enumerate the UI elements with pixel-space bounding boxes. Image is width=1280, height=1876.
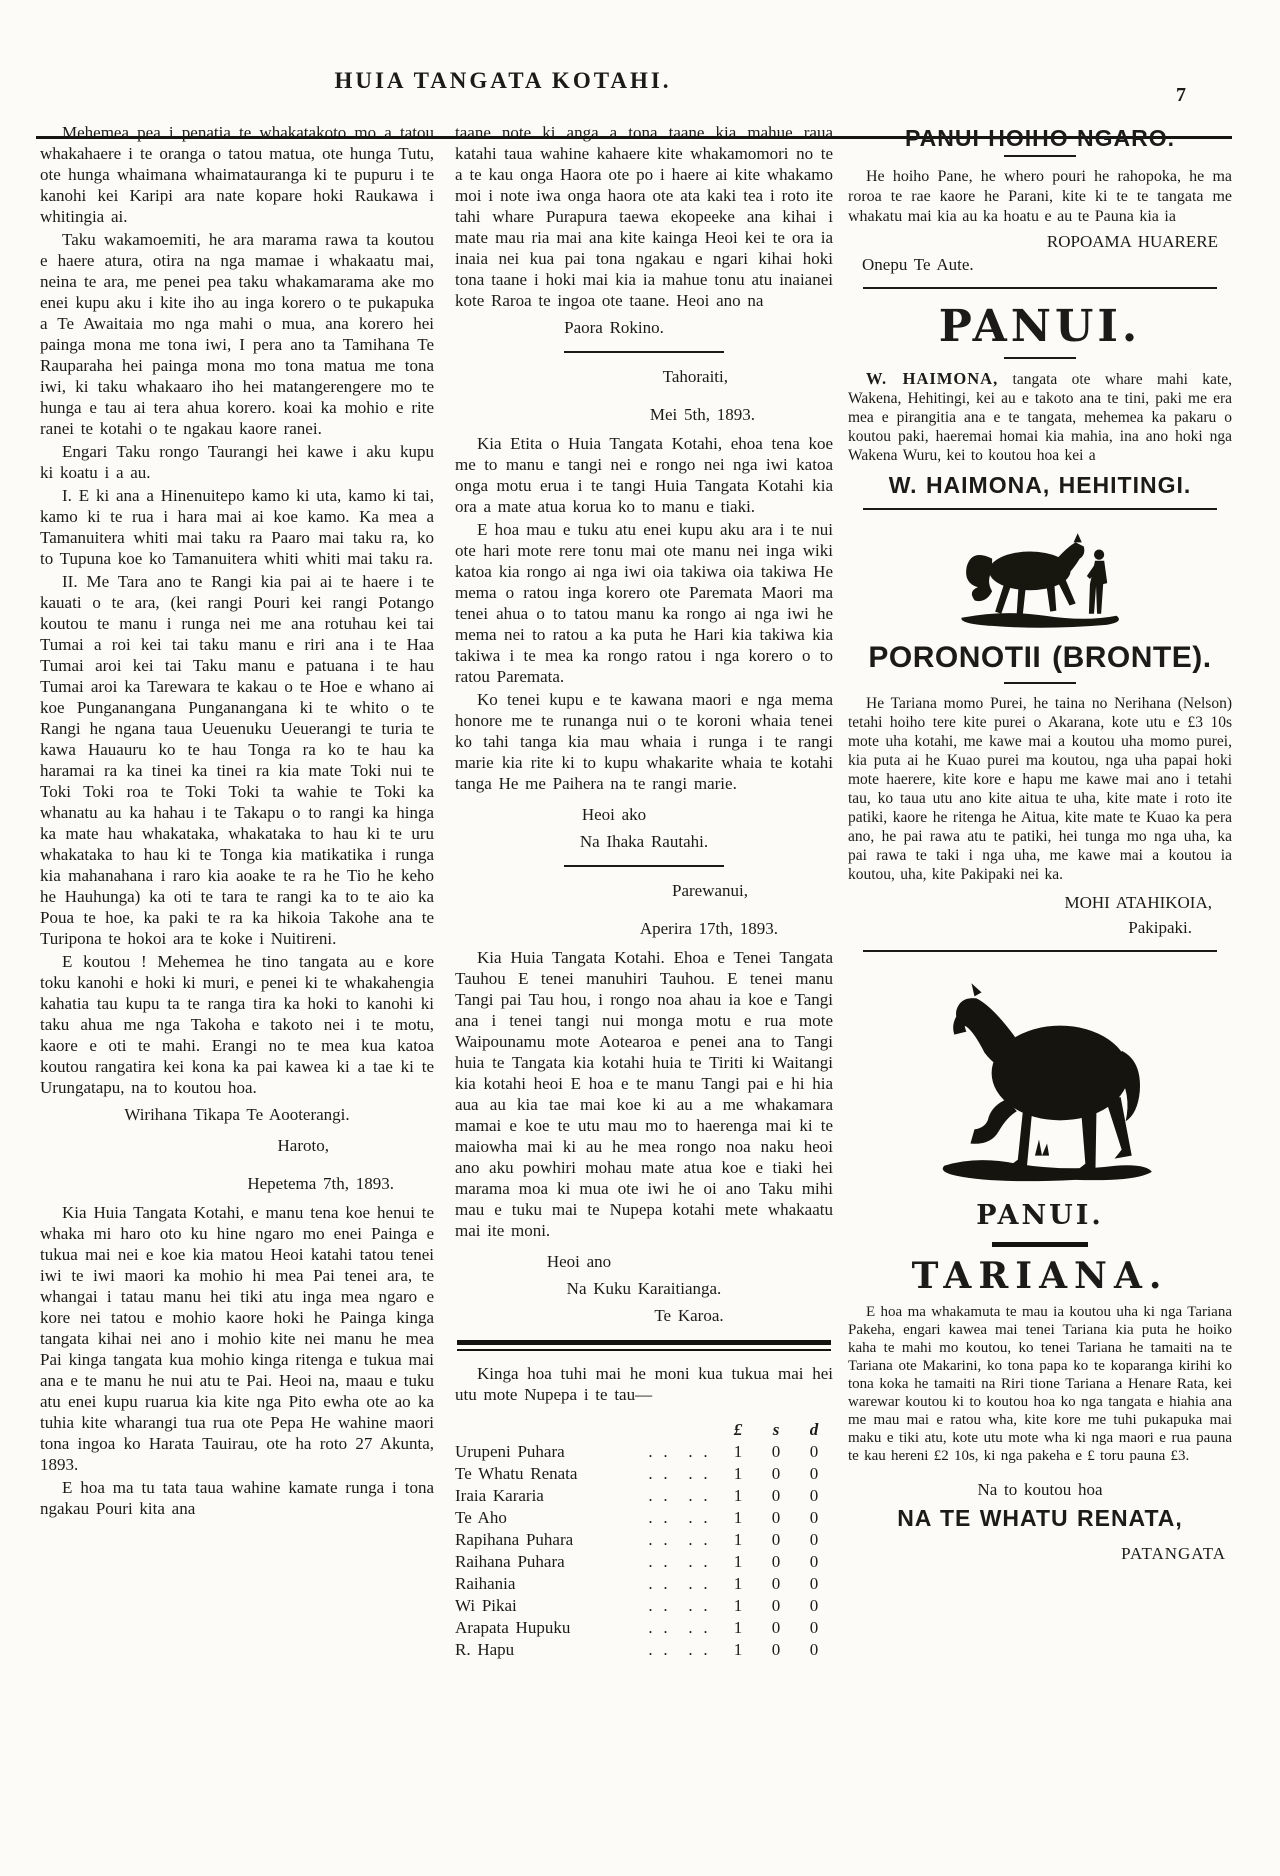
subscriber-name: Urupeni Puhara — [455, 1442, 565, 1461]
section-rule — [564, 865, 724, 867]
subscriber-name: Te Aho — [455, 1508, 507, 1527]
dot-leader: . . — [648, 1442, 670, 1461]
amount-pence: 0 — [809, 1508, 819, 1527]
subscription-row — [455, 1617, 833, 1639]
column-header-pence: d — [809, 1420, 819, 1439]
dot-leader: . . — [688, 1574, 710, 1593]
amount-shillings: 0 — [771, 1596, 781, 1615]
subscriber-name: Arapata Hupuku — [455, 1618, 571, 1637]
subscriber-name: Raihania — [455, 1574, 516, 1593]
article-paragraph: Engari Taku rongo Taurangi hei kawe i aku kupu ki koatu i a au. — [40, 442, 434, 482]
amount-pounds: 1 — [733, 1574, 743, 1593]
heading-rule-thick — [992, 1242, 1088, 1247]
section-rule — [863, 508, 1216, 510]
ad-lead-name: W. HAIMONA, — [866, 369, 999, 388]
amount-shillings: 0 — [771, 1574, 781, 1593]
subscription-row — [455, 1507, 833, 1529]
column-1 — [40, 122, 434, 1852]
amount-pounds: 1 — [733, 1486, 743, 1505]
amount-pence: 0 — [809, 1442, 819, 1461]
ad-body — [848, 369, 1232, 465]
heading-rule — [1004, 357, 1076, 359]
subscription-table-header — [455, 1419, 833, 1441]
amount-pounds: 1 — [733, 1618, 743, 1637]
amount-pence: 0 — [809, 1596, 819, 1615]
amount-pence: 0 — [809, 1618, 819, 1637]
subscription-row — [455, 1485, 833, 1507]
letter-closing: Heoi ano — [546, 1252, 612, 1271]
dot-leader: . . — [688, 1508, 710, 1527]
letter-dateline-date: Aperira 17th, 1893. — [639, 919, 778, 938]
ad-signature-te-whatu-renata: NA TE WHATU RENATA, — [897, 1505, 1183, 1531]
dot-leader: . . — [648, 1618, 670, 1637]
dot-leader: . . — [688, 1530, 710, 1549]
subscription-row — [455, 1573, 833, 1595]
ad-body: He hoiho Pane, he whero pouri he rahopoka, he ma roroa te rae kaore he Parani, kite ki te te tangata me whakatu mai kia au ka hoatu e au te Pauna kia ia — [848, 168, 1232, 225]
article-paragraph: E koutou ! Mehemea he tino tangata au e kore toku kanohi e hoki ki muri, e penei ki te whakahengia kahatia tau kupu ta te ranga tira ka hoki to kanohi ki taku ahua me nga Takoha e takoto nei i te motu, kaore e oti te mahi. Erangi no te mea kua katoa koutou rangatira kei kona ka pai kawea ki a tae ki te Urungatapu, na to koutou hoa. — [40, 952, 434, 1097]
ad-heading-poronotii: PORONOTII (BRONTE). — [868, 641, 1212, 674]
letter-dateline-place: Tahoraiti, — [662, 367, 728, 386]
subscription-row — [455, 1551, 833, 1573]
ad-closing: Na to koutou hoa — [977, 1480, 1103, 1499]
dot-leader: . . — [648, 1596, 670, 1615]
column-header-pounds: £ — [733, 1420, 743, 1439]
heading-rule — [1004, 682, 1076, 684]
amount-pence: 0 — [809, 1486, 819, 1505]
letter-dateline-date: Mei 5th, 1893. — [649, 405, 755, 424]
section-rule — [863, 950, 1216, 952]
amount-pounds: 1 — [733, 1596, 743, 1615]
amount-pounds: 1 — [733, 1464, 743, 1483]
ad-place-patangata: PATANGATA — [1121, 1544, 1226, 1563]
amount-shillings: 0 — [771, 1442, 781, 1461]
letter-paragraph: Kia Huia Tangata Kotahi. Ehoa e Tenei Tangata Tauhou E tenei manuhiri Tauhou. E tenei manu Tangi pai Tau hou, i rongo noa ahau ia koe e Tangi ana i tenei tangi nui monga motu e rua mote Waipounamu mote Aotearoa e penei ana to Tangi huia te Tangata kia kotahi huia te Tiriti ki Waitangi kia kotahi heoi E hoa e te manu Tangi pai e hi hia aua au kia tae mai koe ki au a me whakamara mamai e koe te utu mau mo to haerenga mai ki te maiowha mai ki au he mea rongo noa naku heoi ano aku powhiri mohau mate atua koe e tiaki hei marama moa ki mua ote iwi he oi ano Taku mihi mau e tuku mai te Nupepa kotahi mete whakaatu mai ite moni. — [455, 948, 833, 1240]
page-number: 7 — [1176, 84, 1186, 106]
dot-leader: . . — [648, 1552, 670, 1571]
letter-signature: Te Karoa. — [654, 1306, 724, 1325]
amount-pounds: 1 — [733, 1552, 743, 1571]
amount-pounds: 1 — [733, 1530, 743, 1549]
dot-leader: . . — [688, 1464, 710, 1483]
subscriber-name: Raihana Puhara — [455, 1552, 565, 1571]
amount-pounds: 1 — [733, 1508, 743, 1527]
letter-paragraph: E hoa mau e tuku atu enei kupu aku ara i te nui ote hari mote rere tonu mai ote manu nei inga wiki katoa kia rongo ai nga iwi oia takiwa oia takiwa He mema o ratou inga korero ote Paremata Maori ma tenei ahua o to tatou manu ka rongo ai nga iwi he mema nei to ratou a ka puta he Hari kia takiwa kia takiwa i te mea ka rongo ratou i nga korero o to ratou Paremata. — [455, 520, 833, 686]
section-rule — [863, 287, 1216, 289]
subscription-row — [455, 1441, 833, 1463]
amount-shillings: 0 — [771, 1508, 781, 1527]
ad-place: Pakipaki. — [1128, 918, 1192, 937]
column-header-shillings: s — [772, 1420, 780, 1439]
column-3-advertisements — [848, 122, 1232, 1852]
letter-signature: Na Ihaka Rautahi. — [579, 832, 709, 851]
dot-leader: . . — [688, 1552, 710, 1571]
ad-signature: MOHI ATAHIKOIA, — [1064, 893, 1212, 912]
dot-leader: . . — [688, 1486, 710, 1505]
column-2 — [455, 122, 833, 1852]
letter-paragraph: Ko tenei kupu e te kawana maori e nga mema honore me te runanga nui o te koroni whaia tenei ko tahi tanga kia mau whaia i runga i te rangi marie kia rite ki to kupu whakarite whaia te kotahi tanga He me Paihera na te rangi marie. — [455, 690, 833, 793]
amount-shillings: 0 — [771, 1486, 781, 1505]
letter-signature: Paora Rokino. — [564, 318, 664, 337]
subscriber-name: Rapihana Puhara — [455, 1530, 574, 1549]
article-paragraph: Mehemea pea i penatia te whakatakoto mo a tatou whakahaere i te oranga o tatou matua, ote hunga Tutu, ote hunga whaimana whaimatauranga ki te pupuru i te kanohi kei Karipi ara nate kopare hoki Raukawa i whitingia ai. — [40, 123, 434, 226]
letter-signature: Wirihana Tikapa Te Aooterangi. — [124, 1105, 350, 1124]
ad-place: Onepu Te Aute. — [862, 255, 974, 274]
ad-footer-haimona-hehitingi: W. HAIMONA, HEHITINGI. — [888, 472, 1192, 498]
ad-haimona — [848, 303, 1232, 496]
dot-leader: . . — [688, 1618, 710, 1637]
amount-shillings: 0 — [771, 1618, 781, 1637]
ad-body-text: tangata ote whare mahi kate, Wakena, Hehitingi, kei au e takoto ana te tini, paki me era mea e pirangitia ana e te tangata, mehemea ka pakaru o koutou paki, haeremai homai kia mahia, ina ano hoki nga Wakena Wuru, kei to koutou hoa kei a — [848, 371, 1232, 464]
ad-heading-tariana: TARIANA. — [911, 1255, 1169, 1297]
horse-with-groom-illustration — [933, 522, 1147, 630]
ad-lost-horse — [848, 125, 1232, 275]
subscription-row — [455, 1463, 833, 1485]
letter-signature: Na Kuku Karaitianga. — [566, 1279, 722, 1298]
article-paragraph: II. Me Tara ano te Rangi kia pai ai te haere i te kauati o te ara, (kei rangi Pouri kei rangi Potango koutou te manu i runga nei me ana rotuhau kei tai Tumai a roi kei tai taku manu e riri ana i te Haa Tumai aroi kei tai Taku manu e patuana i te hau Tumai aroi ka Tarewara te kakau o te Hoe e whano ai koe Punganangana Punganangana ki te whito o te Rangi he ngana taua Ueuenuku Ueuerangi te turia te kawa Hauauru ko te hau Tonga ra ko te hau ka haramai ra ka tinei ka tinei ra kia mate Toki nui te Toki Toki roa te Toki Toki ta wahie te Toki ka whanatu au ka hahau i te Takapu o to rangi ka hinga ka mate hau whakataka, whakataka to hau ki te uru whakataka to hau ki te Tonga kia matikatika i runga kia mahanahana i raro kia aoake te ra he Tio he keho he Hauhunga) ka oti te tara te rangi ka to te aio ka Poua te hoe, ka paki te ra ka hikoia Takohe ana te Turipona te hokoi ara te koke i Nuitireni. — [40, 572, 434, 948]
article-paragraph: I. E ki ana a Hinenuitepo kamo ki uta, kamo ki tai, kamo ki te rua i hara mai ai koe kamo. Ka mea a Tamanuitera whiti mai taku ra Paaro mai taku ra, ko to Tupuna koe ko Tamanuitera whiti whiti mai taku ra. — [40, 486, 434, 568]
section-rule — [564, 351, 724, 353]
dot-leader: . . — [648, 1508, 670, 1527]
subscriber-name: Iraia Kararia — [455, 1486, 544, 1505]
amount-shillings: 0 — [771, 1640, 781, 1659]
draft-horse-illustration — [914, 964, 1166, 1190]
subscription-row — [455, 1529, 833, 1551]
article-paragraph: Taku wakamoemiti, he ara marama rawa ta koutou e haere atura, otira na nga mamae i whakaatu mai, neina te ara, me penei pea taku whakamarama ake mo enei kupu aku i kite iho au inga korero o te pukapuka a Te Awaitaia mo nga mahi o mua, ana korero hei painga mona me tona iwi, I pera ano ta Tamihana Te Rauparaha hei painga mona mo tona matua me tona iwi, ki taku whakaaro iho hei matangerengere mo te hunga e tau ai tera ahua korero. koai ka mohio e rite ranei te kotahi o te ngakau kaore ranei. — [40, 230, 434, 438]
dot-leader: . . — [648, 1640, 670, 1659]
amount-shillings: 0 — [771, 1464, 781, 1483]
subscription-intro: Kinga hoa tuhi mai he moni kua tukua mai hei utu mote Nupepa i te tau— — [455, 1364, 833, 1404]
double-rule — [457, 1340, 831, 1351]
amount-pence: 0 — [809, 1574, 819, 1593]
amount-pounds: 1 — [733, 1442, 743, 1461]
heading-rule — [1004, 155, 1076, 157]
subscriber-name: Wi Pikai — [455, 1596, 517, 1615]
ad-body: E hoa ma whakamuta te mau ia koutou uha ki nga Tariana Pakeha, engari kawea mai tenei Tariana kia puta he hoiko kaha te mahi mo koutou, ko tenei Tariana he tamaiti na te Tariana ote Makarini, ko tona papa ko te koparanga kirihi ko tona koka he tamaiti na Riri tione Tariana a Henare Rata, kei warewar koutou ki to koutou hoa ko nga tangata e hiahia ana me mau mai e ratou wha, kite kore me tuhi pukapuka mai maku e tiki atu, kote utu mote wha ki nga maori e rua pauna te kau hereni £2 10s, ki nga pakeha e £ toru pauna £3. — [848, 1304, 1232, 1464]
dot-leader: . . — [648, 1574, 670, 1593]
ad-heading-panui: PANUI. — [938, 301, 1142, 352]
ad-tariana — [848, 964, 1232, 1564]
ad-body: He Tariana momo Purei, he taina no Nerihana (Nelson) tetahi hoiho tere kite purei o Akarana, kote utu e £3 10s mote uha kotahi, me kawe mai a koutou uha momo purei, kia puta ai he Kuao purei ma koutou, nga uha papai hoki mote haerere, kite kore e hapu me kawe mai ano i tetahi tau, ko taua utu ano kite aitua te uha, kite mate i roto ite patiki, kaore he ritenga he Aitua, kite mate te Kuao ka pera ano, he pai rawa atu te patiki, hei tunga mo nga uha, ka pai rawa te taki i nga uha, me kawe mai a koutou ia koutou, uha, kite Pakipaki nei ka. — [848, 695, 1232, 883]
subscription-table — [455, 1419, 833, 1661]
amount-pence: 0 — [809, 1530, 819, 1549]
dot-leader: . . — [648, 1530, 670, 1549]
letter-dateline-place: Haroto, — [277, 1136, 329, 1155]
letter-dateline-date: Hepetema 7th, 1893. — [247, 1174, 394, 1193]
subscriber-name: Te Whatu Renata — [455, 1464, 578, 1483]
amount-shillings: 0 — [771, 1530, 781, 1549]
dot-leader: . . — [688, 1442, 710, 1461]
ad-poronotii-bronte — [848, 522, 1232, 938]
dot-leader: . . — [688, 1640, 710, 1659]
article-paragraph: Kia Huia Tangata Kotahi, e manu tena koe henui te whaka mi haro oto ku hine ngaro mo enei Painga e tukua mai nei e koe kia matou Heoi katahi tatou tenei iwi te iwi maori ka mohio hi mea Pai tenei ara, te whangai i tatau manu hei tiki atu inga mea ngaro e kore nei tatou e mohio kaore hoki he Painga kinga tangata kihai nei ano i mohio kite nei manu he mea Pai kinga tangata kua mohio kinga ritenga e tukua mai ana e te manu he nui atu te Pai. Heoi na, maau e tuku atu enei kupu ruarua kia kite nga Pito ewha ote ao ka tuhia kite wharangi tua rua ote Pepa He wahine maori tona ingoa ko Harata Tauirau, ote ha roto 27 Akunta, 1893. — [40, 1203, 434, 1474]
dot-leader: . . — [648, 1486, 670, 1505]
ad-heading-panui-2: PANUI. — [976, 1200, 1104, 1231]
article-paragraph: E hoa ma tu tata taua wahine kamate runga i tona ngakau Pouri kita ana — [40, 1478, 434, 1518]
letter-dateline-place: Parewanui, — [671, 881, 748, 900]
letter-paragraph: Kia Etita o Huia Tangata Kotahi, ehoa tena koe me to manu e tangi nei e rongo nei nga iwi katoa onga motu erua i te tangi Huia Tangata Kotahi kia ora a mate atua korua ko to manu e tiaki. — [455, 434, 833, 516]
amount-pounds: 1 — [733, 1640, 743, 1659]
amount-pence: 0 — [809, 1464, 819, 1483]
subscription-row — [455, 1639, 833, 1661]
amount-pence: 0 — [809, 1640, 819, 1659]
dot-leader: . . — [688, 1596, 710, 1615]
masthead-title: HUIA TANGATA KOTAHI. — [334, 68, 672, 93]
subscription-row — [455, 1595, 833, 1617]
ad-signature: ROPOAMA HUARERE — [1046, 232, 1218, 251]
subscriber-name: R. Hapu — [455, 1640, 515, 1659]
letter-closing: Heoi ako — [581, 805, 647, 824]
dot-leader: . . — [648, 1464, 670, 1483]
article-paragraph-continuation: taane note ki anga a tona taane kia mahue raua katahi taua wahine kahaere kite whakamomori no te a te kau onga Haora ote po i haere ai kite whakamo moi i note iwa onga haora ote ata kaki tea i roto ite tahi whare Purapura taewa ekopeeke ana kihai i mate mau ria mai ana kite kainga Heoi kei te ora ia inaia nei kua pai tona ngakau e ngari kihai hoki tona taane i hoki mai kia ia mahue tonu atu inaianei kote Raroa te ingoa ote taane. Heoi ano na — [455, 123, 833, 310]
amount-shillings: 0 — [771, 1552, 781, 1571]
ad-heading-panui-hoiho-ngaro: PANUI HOIHO NGARO. — [904, 125, 1176, 151]
amount-pence: 0 — [809, 1552, 819, 1571]
